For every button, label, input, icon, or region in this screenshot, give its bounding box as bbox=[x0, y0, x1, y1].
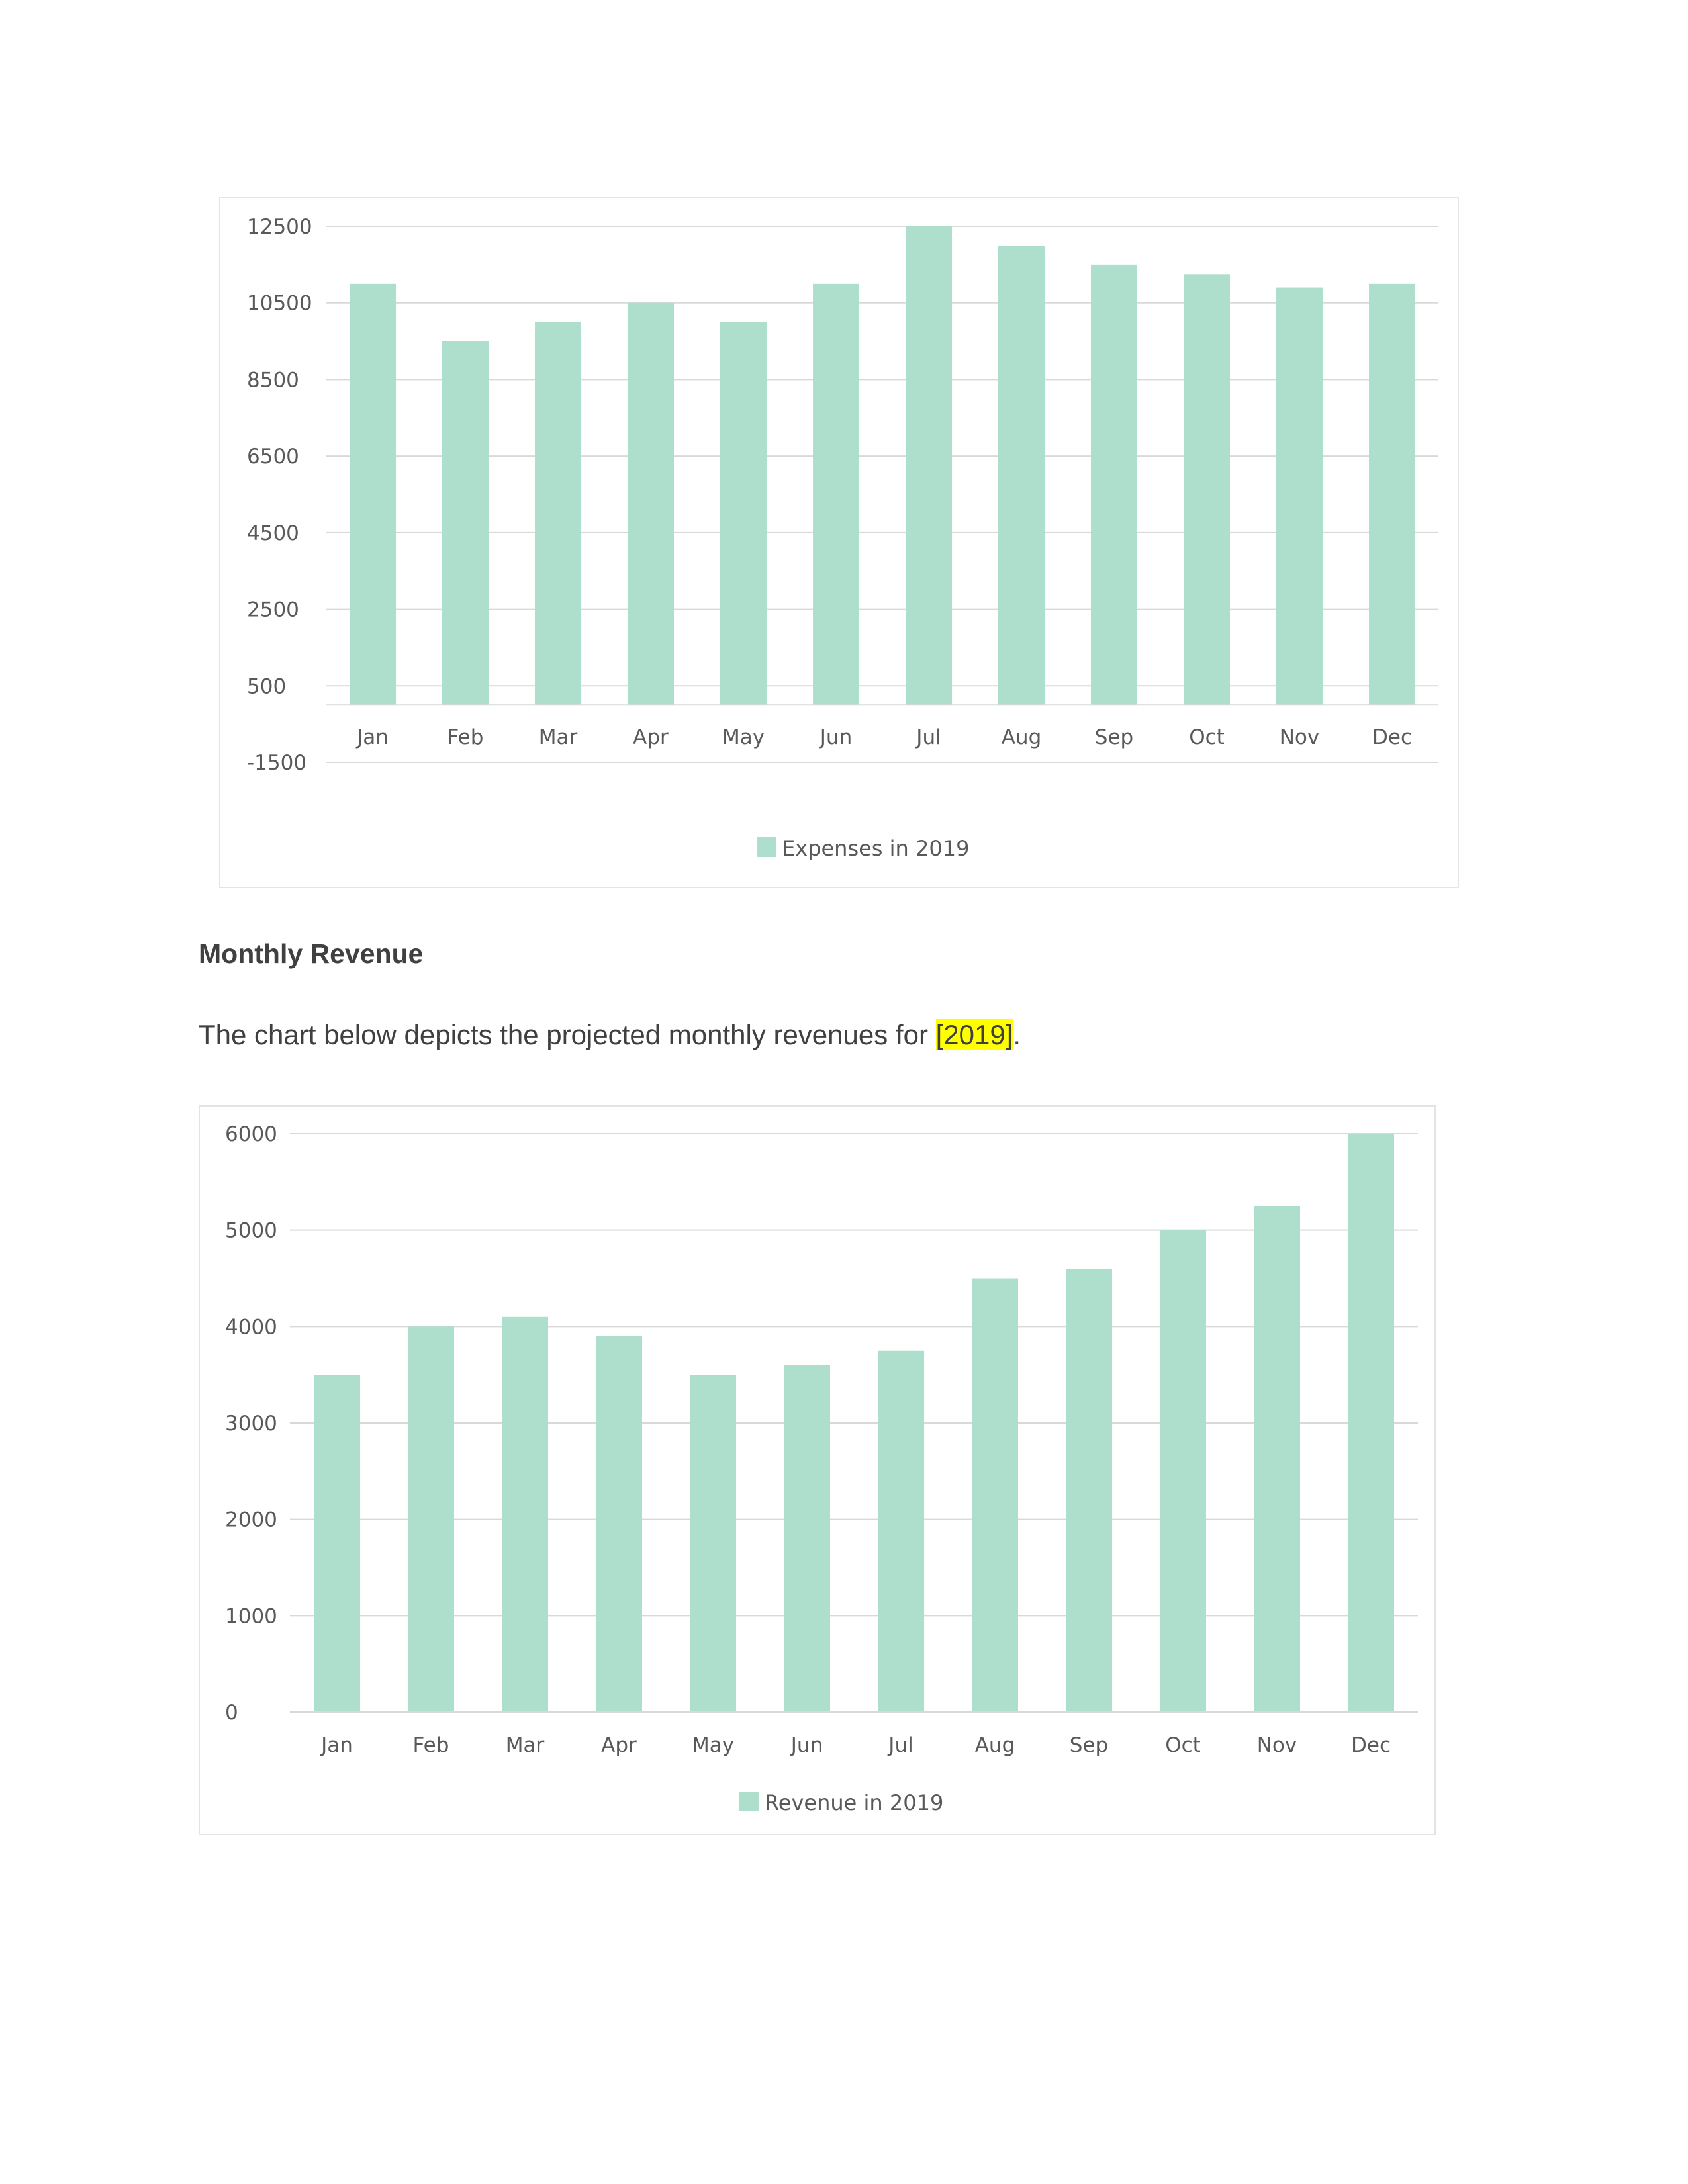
y-tick-label: 10500 bbox=[247, 291, 312, 316]
bar-sep bbox=[1091, 265, 1137, 705]
bar-jun bbox=[784, 1365, 830, 1712]
x-tick-label: Jul bbox=[916, 725, 941, 749]
y-tick-label: 6000 bbox=[225, 1122, 277, 1146]
bar-mar bbox=[502, 1317, 548, 1712]
x-tick-label: Oct bbox=[1165, 1733, 1201, 1757]
bar-may bbox=[690, 1375, 736, 1712]
bar-nov bbox=[1254, 1206, 1300, 1712]
y-tick-label: 5000 bbox=[225, 1218, 277, 1243]
legend-swatch bbox=[757, 837, 776, 857]
y-tick-label: 6500 bbox=[247, 445, 299, 469]
intro-paragraph bbox=[199, 1019, 1021, 1051]
x-tick-label: Sep bbox=[1094, 725, 1134, 749]
x-tick-label: Feb bbox=[412, 1733, 449, 1757]
bar-apr bbox=[628, 303, 674, 705]
y-tick-label: 3000 bbox=[225, 1412, 277, 1435]
y-tick-label: 2500 bbox=[247, 598, 299, 622]
y-tick-label: 500 bbox=[247, 674, 287, 699]
x-tick-label: Jun bbox=[790, 1733, 823, 1757]
y-tick-label: -1500 bbox=[247, 751, 307, 775]
bar-aug bbox=[972, 1279, 1018, 1713]
x-tick-label: Feb bbox=[447, 725, 484, 749]
intro-text: The chart below depicts the projected monthly revenues for bbox=[199, 1019, 936, 1050]
expenses-chart-svg bbox=[220, 198, 1460, 889]
intro-end: . bbox=[1013, 1019, 1021, 1050]
x-tick-label: May bbox=[691, 1733, 735, 1757]
bar-oct bbox=[1160, 1230, 1206, 1712]
bar-may bbox=[720, 322, 767, 705]
x-tick-label: Jan bbox=[321, 1733, 353, 1757]
y-tick-label: 0 bbox=[225, 1701, 238, 1725]
section-heading: Monthly Revenue bbox=[199, 938, 424, 969]
x-tick-label: Jul bbox=[888, 1733, 914, 1757]
x-tick-label: Nov bbox=[1256, 1733, 1297, 1757]
y-tick-label: 1000 bbox=[225, 1604, 277, 1629]
bar-dec bbox=[1369, 284, 1415, 705]
bar-jul bbox=[878, 1351, 924, 1712]
bar-jan bbox=[350, 284, 396, 705]
bar-feb bbox=[408, 1326, 454, 1712]
x-tick-label: Jan bbox=[357, 725, 389, 749]
x-tick-label: Apr bbox=[633, 725, 669, 749]
x-tick-label: Nov bbox=[1279, 725, 1320, 749]
bar-mar bbox=[535, 322, 581, 705]
bar-jan bbox=[314, 1375, 360, 1712]
bar-jul bbox=[906, 226, 952, 705]
y-tick-label: 2000 bbox=[225, 1508, 277, 1532]
bar-dec bbox=[1348, 1134, 1394, 1712]
y-tick-label: 12500 bbox=[247, 215, 312, 239]
legend-swatch bbox=[739, 1792, 759, 1811]
x-tick-label: Aug bbox=[1001, 725, 1042, 749]
legend-label: Revenue in 2019 bbox=[765, 1790, 944, 1815]
legend-label: Expenses in 2019 bbox=[782, 836, 970, 861]
bar-aug bbox=[998, 246, 1045, 705]
bar-apr bbox=[596, 1336, 642, 1712]
revenue-chart bbox=[199, 1105, 1436, 1835]
bar-oct bbox=[1184, 274, 1230, 705]
x-tick-label: Oct bbox=[1189, 725, 1225, 749]
x-tick-label: Mar bbox=[538, 725, 578, 749]
x-tick-label: Dec bbox=[1351, 1733, 1391, 1757]
highlighted-year: [2019] bbox=[935, 1019, 1013, 1050]
y-tick-label: 8500 bbox=[247, 368, 299, 392]
x-tick-label: Dec bbox=[1372, 725, 1412, 749]
x-tick-label: Jun bbox=[820, 725, 853, 749]
bar-nov bbox=[1276, 288, 1323, 705]
revenue-chart-svg bbox=[200, 1107, 1437, 1837]
bar-jun bbox=[813, 284, 859, 705]
x-tick-label: Sep bbox=[1069, 1733, 1109, 1757]
x-tick-label: Apr bbox=[601, 1733, 637, 1757]
y-tick-label: 4000 bbox=[225, 1315, 277, 1340]
x-tick-label: Aug bbox=[974, 1733, 1015, 1757]
bar-sep bbox=[1066, 1269, 1112, 1712]
bar-feb bbox=[442, 341, 489, 705]
y-tick-label: 4500 bbox=[247, 521, 299, 545]
x-tick-label: May bbox=[722, 725, 765, 749]
expenses-chart bbox=[219, 197, 1459, 888]
x-tick-label: Mar bbox=[505, 1733, 545, 1757]
